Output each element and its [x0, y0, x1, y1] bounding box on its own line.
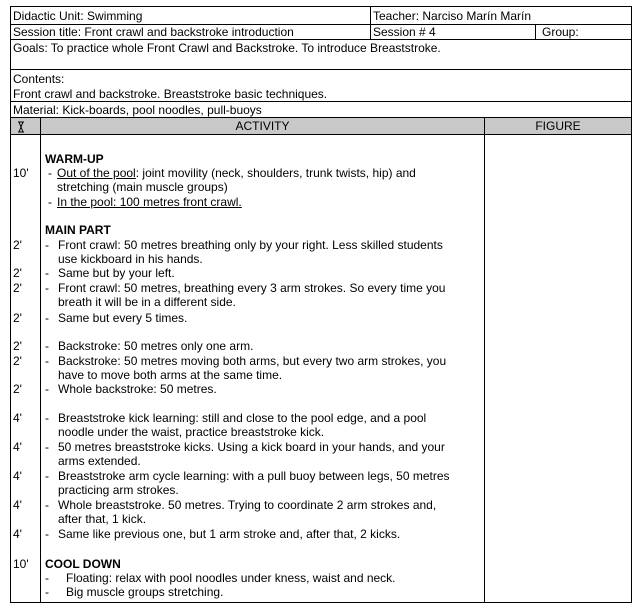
item-time: 4'	[13, 469, 22, 483]
bullet-dash: -	[45, 411, 49, 425]
item-line: 50 metres breaststroke kicks. Using a kick board in your hands, and your	[58, 440, 445, 454]
item-line-cont: after that, 1 kick.	[58, 512, 147, 526]
item-line-cont: practicing arm strokes.	[58, 483, 179, 497]
item-line-cont: use kickboard in his hands.	[58, 252, 203, 266]
rule	[10, 101, 632, 102]
bullet-dash: -	[45, 238, 49, 252]
bullet-dash: -	[45, 382, 49, 396]
rule	[40, 117, 41, 603]
bullet-dash: -	[45, 339, 49, 353]
item-line: Front crawl: 50 metres breathing only by your right. Less skilled students	[58, 238, 443, 252]
group-cell: Group:	[542, 25, 579, 39]
item-line: Whole backstroke: 50 metres.	[58, 382, 217, 396]
item-line: Breaststroke kick learning: still and close to the pool edge, and a pool	[58, 411, 427, 425]
item-line: Backstroke: 50 metres moving both arms, but every two arm strokes, you	[58, 354, 447, 368]
session-title-cell: Session title: Front crawl and backstroke introduction	[13, 25, 294, 39]
item-time: 4'	[13, 440, 22, 454]
warmup-time: 10'	[13, 166, 29, 180]
item-time: 4'	[13, 411, 22, 425]
bullet-dash: -	[45, 311, 49, 325]
item-time: 2'	[13, 339, 22, 353]
figure-column-header: FIGURE	[535, 119, 581, 133]
bullet-dash: -	[48, 195, 52, 209]
session-number-cell: Session # 4	[373, 25, 436, 39]
teacher-cell: Teacher: Narciso Marín Marín	[373, 9, 532, 23]
item-time: 2'	[13, 354, 22, 368]
item-line-cont: noodle under the waist, practice breaststroke kick.	[58, 425, 325, 439]
warmup-line-1	[57, 166, 416, 180]
contents-label: Contents:	[13, 72, 65, 86]
cooldown-line-1: Floating: relax with pool noodles under kness, waist and neck.	[66, 571, 396, 585]
item-line: Breaststroke arm cycle learning: with a pull buoy between legs, 50 metres	[58, 469, 450, 483]
main-part-title: MAIN PART	[45, 223, 111, 237]
bullet-dash: -	[45, 354, 49, 368]
rule	[484, 117, 485, 603]
bullet-dash: -	[45, 469, 49, 483]
item-time: 2'	[13, 238, 22, 252]
goals-cell: Goals: To practice whole Front Crawl and Backstroke. To introduce Breaststroke.	[13, 41, 441, 55]
out-of-pool-text: Out of the pool	[57, 166, 136, 180]
bullet-dash: -	[48, 166, 52, 180]
item-line: Whole breaststroke. 50 metres. Trying to coordinate 2 arm strokes and,	[58, 498, 437, 512]
rule	[10, 69, 632, 70]
item-time: 4'	[13, 498, 22, 512]
rule	[370, 6, 371, 24]
rule	[10, 39, 632, 40]
item-line: Same but every 5 times.	[58, 311, 188, 325]
bullet-dash: -	[45, 571, 49, 585]
item-line: Backstroke: 50 metres only one arm.	[58, 339, 254, 353]
item-time: 2'	[13, 311, 22, 325]
bullet-dash: -	[45, 585, 49, 599]
rule	[535, 24, 536, 39]
hourglass-icon	[14, 121, 28, 133]
cooldown-line-2: Big muscle groups stretching.	[66, 585, 224, 599]
warmup-line-1-cont: stretching (main muscle groups)	[57, 180, 228, 194]
rule	[370, 24, 371, 39]
item-line-cont: breath it will be in a different side.	[58, 295, 236, 309]
bullet-dash: -	[45, 498, 49, 512]
warmup-title: WARM-UP	[45, 152, 104, 166]
rule	[10, 134, 632, 135]
contents-text: Front crawl and backstroke. Breaststroke basic techniques.	[13, 87, 328, 101]
item-line-cont: arms extended.	[58, 454, 141, 468]
cooldown-title: COOL DOWN	[45, 557, 121, 571]
warmup-line-1-rest: : joint movility (neck, shoulders, trunk twists, hip) and	[135, 166, 416, 180]
unit-cell: Didactic Unit: Swimming	[13, 9, 143, 23]
bullet-dash: -	[45, 281, 49, 295]
material-cell: Material: Kick-boards, pool noodles, pull-buoys	[13, 103, 262, 117]
activity-column-header: ACTIVITY	[235, 119, 290, 133]
bullet-dash: -	[45, 266, 49, 280]
bullet-dash: -	[45, 527, 49, 541]
warmup-line-2: In the pool: 100 metres front crawl.	[57, 195, 242, 209]
item-time: 2'	[13, 266, 22, 280]
item-line: Same but by your left.	[58, 266, 175, 280]
bullet-dash: -	[45, 440, 49, 454]
item-time: 2'	[13, 382, 22, 396]
item-line: Front crawl: 50 metres, breathing every 3 arm strokes. So every time you	[58, 281, 446, 295]
cooldown-time: 10'	[13, 557, 29, 571]
item-line: Same like previous one, but 1 arm stroke and, after that, 2 kicks.	[58, 527, 401, 541]
item-time: 2'	[13, 281, 22, 295]
item-line-cont: have to move both arms at the same time.	[58, 368, 283, 382]
item-time: 4'	[13, 527, 22, 541]
